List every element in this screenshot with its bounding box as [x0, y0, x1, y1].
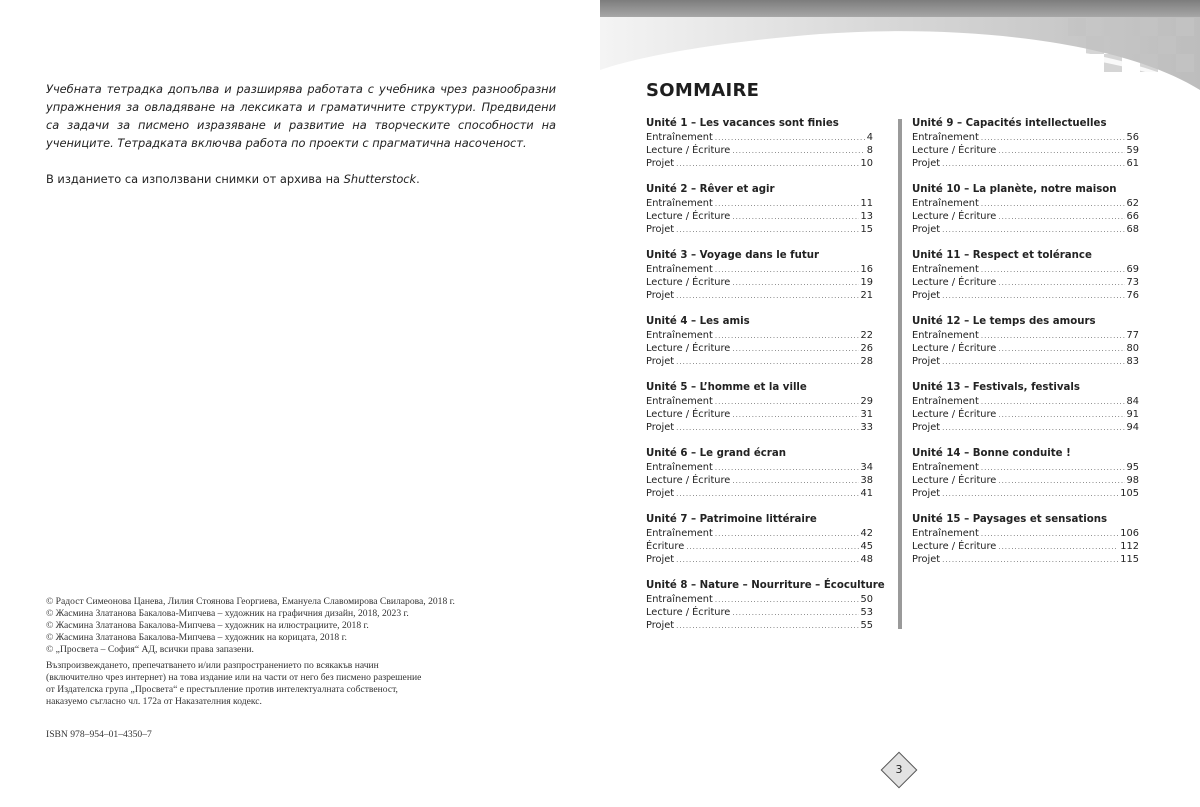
toc-entry-page: 80 — [1126, 343, 1139, 355]
toc-unit-title: Unité 12 – Le temps des amours — [912, 316, 1096, 327]
toc-unit-title: Unité 6 – Le grand écran — [646, 448, 786, 459]
toc-entry — [646, 210, 873, 223]
toc-entry — [646, 223, 873, 236]
toc-entry — [912, 527, 1139, 540]
dot-leader — [942, 224, 1124, 237]
dot-leader — [676, 620, 858, 633]
toc-entry-label: Entraînement — [646, 132, 713, 143]
toc-entry-page: 76 — [1126, 290, 1139, 302]
toc-entry — [646, 329, 873, 342]
toc-entry-label: Lecture / Écriture — [912, 409, 997, 421]
legal-line: наказуемо съгласно чл. 172а от Наказателния кодекс. — [46, 696, 262, 707]
toc-entry-label: Projet — [646, 224, 675, 236]
toc-entry — [646, 540, 873, 553]
toc-entry — [646, 606, 873, 619]
toc-entry-label: Entraînement — [646, 198, 713, 209]
toc-entry — [912, 144, 1139, 157]
dot-leader — [715, 132, 865, 145]
dot-leader — [715, 198, 859, 211]
toc-entry-page: 73 — [1126, 277, 1139, 289]
toc-entry-label: Lecture / Écriture — [646, 409, 731, 421]
dot-leader — [942, 158, 1124, 171]
toc-entry-label: Projet — [646, 554, 675, 566]
toc-entry-page: 55 — [860, 620, 873, 632]
dot-leader — [942, 290, 1124, 303]
toc-unit-title: Unité 9 – Capacités intellectuelles — [912, 118, 1107, 129]
photos-note-prefix: В изданието са използвани снимки от архива на — [46, 172, 344, 186]
toc-unit-title: Unité 3 – Voyage dans le futur — [646, 250, 820, 261]
photos-note-source: Shutterstock — [343, 172, 417, 186]
toc-entry-label: Entraînement — [912, 264, 979, 275]
toc-entry-page: 105 — [1120, 488, 1139, 500]
legal-line: Възпроизвеждането, препечатването и/или разпространението по всякакъв начин — [46, 660, 379, 671]
intro-paragraph: Учебната тетрадка допълва и разширява работата с учебника чрез разнообразни упражнения за овладяване на лексиката и граматичните структури. Предвидени са задачи за писмено изразяване и развитие на творческите способности на учениците. Тетрадката включва работа по проекти с прагматична насоченост. — [46, 82, 556, 150]
toc-entry-label: Projet — [646, 158, 675, 170]
toc-entry — [912, 223, 1139, 236]
toc-entry — [646, 408, 873, 421]
toc-unit — [646, 381, 873, 447]
copyright-line: © Радост Симеонова Цанева, Лилия Стоянова Георгиева, Емануела Славомирова Свиларова, 2018 г. — [46, 596, 455, 607]
toc-entry — [646, 553, 873, 566]
toc-entry-label: Projet — [646, 620, 675, 632]
toc-entry — [646, 593, 873, 606]
toc-entry-label: Écriture — [646, 541, 685, 553]
toc-unit-title: Unité 2 – Rêver et agir — [646, 184, 775, 195]
dot-leader — [998, 145, 1124, 158]
toc-column-left — [646, 117, 885, 645]
toc-entry-page: 16 — [860, 264, 873, 275]
column-divider — [898, 119, 902, 629]
dot-leader — [981, 132, 1125, 145]
copyright-line: © Жасмина Златанова Бакалова-Мипчева – художник на илюстрациите, 2018 г. — [46, 620, 369, 631]
toc-entry-page: 59 — [1126, 145, 1139, 157]
dot-leader — [715, 264, 859, 277]
toc-entry-page: 94 — [1126, 422, 1139, 434]
toc-entry — [646, 355, 873, 368]
dot-leader — [676, 422, 858, 435]
toc-entry-label: Lecture / Écriture — [912, 541, 997, 553]
dot-leader — [715, 396, 859, 409]
dot-leader — [998, 541, 1118, 554]
legal-notice — [46, 660, 566, 708]
dot-leader — [676, 488, 858, 501]
toc-entry-page: 34 — [860, 462, 873, 473]
toc-entry-label: Entraînement — [912, 528, 979, 539]
toc-entry-label: Projet — [912, 224, 941, 236]
toc-entry — [646, 131, 873, 144]
toc-entry — [646, 276, 873, 289]
dot-leader — [676, 224, 858, 237]
toc-entry-page: 115 — [1120, 554, 1139, 566]
dot-leader — [732, 475, 858, 488]
toc-entry-label: Entraînement — [646, 594, 713, 605]
toc-unit-title: Unité 5 – L’homme et la ville — [646, 382, 807, 393]
toc-entry-page: 4 — [866, 132, 873, 143]
toc-unit — [646, 249, 873, 315]
dot-leader — [981, 462, 1125, 475]
toc-entry-label: Entraînement — [646, 264, 713, 275]
toc-entry-page: 22 — [860, 330, 873, 341]
toc-unit — [646, 117, 873, 183]
toc-entry — [646, 263, 873, 276]
toc-entry-page: 19 — [860, 277, 873, 289]
dot-leader — [732, 277, 858, 290]
toc-entry — [912, 553, 1139, 566]
toc-entry-page: 112 — [1120, 541, 1139, 553]
dot-leader — [998, 343, 1124, 356]
toc-entry-page: 33 — [860, 422, 873, 434]
page-number-badge — [884, 755, 914, 785]
toc-unit — [912, 117, 1139, 183]
toc-unit — [646, 183, 873, 249]
toc-entry-page: 69 — [1126, 264, 1139, 275]
toc-entry — [912, 157, 1139, 170]
toc-entry — [912, 487, 1139, 500]
toc-entry-label: Entraînement — [912, 198, 979, 209]
dot-leader — [686, 541, 858, 554]
toc-entry — [912, 342, 1139, 355]
toc-entry-page: 13 — [860, 211, 873, 223]
toc-entry — [912, 540, 1139, 553]
toc-entry-label: Entraînement — [912, 132, 979, 143]
toc-entry — [912, 474, 1139, 487]
toc-entry-label: Entraînement — [646, 462, 713, 473]
toc-unit — [912, 249, 1139, 315]
toc-unit — [912, 447, 1139, 513]
dot-leader — [732, 211, 858, 224]
dot-leader — [942, 488, 1118, 501]
toc-entry-page: 42 — [860, 528, 873, 539]
toc-entry — [646, 461, 873, 474]
toc-entry-label: Entraînement — [912, 462, 979, 473]
toc-entry-label: Projet — [912, 158, 941, 170]
toc-entry — [646, 619, 873, 632]
toc-unit-title: Unité 8 – Nature – Nourriture – Écoculture — [646, 580, 885, 591]
toc-entry — [646, 421, 873, 434]
copyright-line: © Жасмина Златанова Бакалова-Мипчева – художник на корицата, 2018 г. — [46, 632, 347, 643]
toc-entry-page: 48 — [860, 554, 873, 566]
dot-leader — [715, 594, 859, 607]
dot-leader — [732, 343, 858, 356]
toc-entry-label: Lecture / Écriture — [912, 343, 997, 355]
toc-entry — [912, 131, 1139, 144]
toc-entry-page: 66 — [1126, 211, 1139, 223]
toc-entry-label: Lecture / Écriture — [912, 211, 997, 223]
toc-entry-label: Lecture / Écriture — [646, 211, 731, 223]
toc-unit — [912, 315, 1139, 381]
toc-entry — [646, 144, 873, 157]
dot-leader — [676, 290, 858, 303]
dot-leader — [942, 554, 1118, 567]
toc-entry-page: 91 — [1126, 409, 1139, 421]
toc-entry-label: Projet — [646, 488, 675, 500]
toc-entry-page: 38 — [860, 475, 873, 487]
dot-leader — [981, 330, 1125, 343]
toc-entry-page: 98 — [1126, 475, 1139, 487]
dot-leader — [998, 211, 1124, 224]
toc-unit — [646, 579, 885, 645]
dot-leader — [732, 145, 864, 158]
toc-entry-label: Lecture / Écriture — [646, 343, 731, 355]
toc-unit — [912, 381, 1139, 447]
toc-entry-label: Projet — [912, 290, 941, 302]
toc-entry — [912, 197, 1139, 210]
toc-entry-page: 62 — [1126, 198, 1139, 209]
toc-entry-page: 28 — [860, 356, 873, 368]
toc-entry — [912, 276, 1139, 289]
toc-unit-title: Unité 11 – Respect et tolérance — [912, 250, 1092, 261]
toc-entry-label: Lecture / Écriture — [646, 475, 731, 487]
toc-entry-label: Lecture / Écriture — [646, 145, 731, 157]
toc-entry-label: Projet — [912, 554, 941, 566]
dot-leader — [715, 462, 859, 475]
toc-entry-page: 45 — [860, 541, 873, 553]
toc-entry-page: 21 — [860, 290, 873, 302]
toc-entry-label: Entraînement — [912, 330, 979, 341]
toc-entry — [646, 342, 873, 355]
toc-entry-page: 83 — [1126, 356, 1139, 368]
dot-leader — [998, 409, 1124, 422]
toc-entry-label: Lecture / Écriture — [646, 607, 731, 619]
toc-column-right — [912, 117, 1139, 579]
toc-entry-page: 53 — [860, 607, 873, 619]
toc-entry — [646, 289, 873, 302]
toc-unit-title: Unité 14 – Bonne conduite ! — [912, 448, 1071, 459]
toc-entry-page: 106 — [1120, 528, 1139, 539]
dot-leader — [715, 330, 859, 343]
legal-line: от Издателска група „Просвета“ е престъпление против интелектуалната собственост, — [46, 684, 398, 695]
toc-entry — [912, 355, 1139, 368]
toc-entry — [912, 421, 1139, 434]
header-banner — [600, 0, 1200, 90]
toc-entry — [646, 527, 873, 540]
toc-entry-page: 56 — [1126, 132, 1139, 143]
toc-entry-label: Projet — [646, 422, 675, 434]
toc-entry — [912, 395, 1139, 408]
isbn: ISBN 978–954–01–4350–7 — [46, 729, 152, 740]
copyright-block — [46, 596, 566, 656]
copyright-line: © „Просвета – София“ АД, всички права запазени. — [46, 644, 254, 655]
dot-leader — [676, 158, 858, 171]
toc-entry — [646, 474, 873, 487]
toc-unit-title: Unité 1 – Les vacances sont finies — [646, 118, 839, 129]
toc-unit-title: Unité 4 – Les amis — [646, 316, 750, 327]
dot-leader — [942, 356, 1124, 369]
toc-entry-page: 26 — [860, 343, 873, 355]
page-number: 3 — [895, 763, 903, 776]
dot-leader — [981, 264, 1125, 277]
toc-entry — [912, 210, 1139, 223]
toc-entry — [912, 461, 1139, 474]
toc-unit — [646, 315, 873, 381]
dot-leader — [998, 475, 1124, 488]
toc-entry-page: 15 — [860, 224, 873, 236]
toc-entry-label: Projet — [646, 290, 675, 302]
toc-entry — [912, 263, 1139, 276]
toc-unit — [912, 183, 1139, 249]
toc-entry-page: 8 — [866, 145, 873, 157]
toc-entry-page: 50 — [860, 594, 873, 605]
photos-note — [46, 170, 556, 188]
toc-entry-page: 84 — [1126, 396, 1139, 407]
toc-entry — [646, 197, 873, 210]
toc-entry-page: 10 — [860, 158, 873, 170]
toc-unit — [912, 513, 1139, 579]
toc-unit — [646, 447, 873, 513]
legal-line: (включително чрез интернет) на това издание или на части от него без писмено разрешение — [46, 672, 422, 683]
toc-entry-page: 61 — [1126, 158, 1139, 170]
toc-entry-label: Lecture / Écriture — [912, 277, 997, 289]
toc-unit — [646, 513, 873, 579]
toc-entry-page: 68 — [1126, 224, 1139, 236]
toc-entry-label: Projet — [912, 356, 941, 368]
dot-leader — [998, 277, 1124, 290]
dot-leader — [981, 396, 1125, 409]
dot-leader — [732, 409, 858, 422]
dot-leader — [676, 356, 858, 369]
toc-entry-page: 29 — [860, 396, 873, 407]
toc-entry — [912, 408, 1139, 421]
toc-entry-label: Projet — [912, 422, 941, 434]
dot-leader — [981, 198, 1125, 211]
toc-entry-page: 31 — [860, 409, 873, 421]
toc-entry-page: 95 — [1126, 462, 1139, 473]
toc-entry — [646, 395, 873, 408]
toc-entry-label: Entraînement — [646, 528, 713, 539]
toc-entry-label: Entraînement — [646, 396, 713, 407]
toc-unit-title: Unité 10 – La planète, notre maison — [912, 184, 1117, 195]
dot-leader — [732, 607, 858, 620]
toc-entry-label: Lecture / Écriture — [912, 145, 997, 157]
banner-graphic — [600, 0, 1200, 90]
toc-entry-label: Lecture / Écriture — [912, 475, 997, 487]
toc-entry-label: Lecture / Écriture — [646, 277, 731, 289]
toc-unit-title: Unité 15 – Paysages et sensations — [912, 514, 1108, 525]
photos-note-suffix: . — [416, 172, 420, 186]
dot-leader — [981, 528, 1118, 541]
toc-unit-title: Unité 13 – Festivals, festivals — [912, 382, 1080, 393]
toc-entry — [912, 289, 1139, 302]
toc-entry-page: 77 — [1126, 330, 1139, 341]
toc-entry-label: Projet — [912, 488, 941, 500]
toc-entry-page: 41 — [860, 488, 873, 500]
toc-entry-page: 11 — [860, 198, 873, 209]
toc-entry-label: Entraînement — [912, 396, 979, 407]
dot-leader — [676, 554, 858, 567]
toc-unit-title: Unité 7 – Patrimoine littéraire — [646, 514, 817, 525]
dot-leader — [715, 528, 859, 541]
toc-entry — [646, 487, 873, 500]
toc-entry — [912, 329, 1139, 342]
copyright-line: © Жасмина Златанова Бакалова-Мипчева – художник на графичния дизайн, 2018, 2023 г. — [46, 608, 409, 619]
sommaire-title: SOMMAIRE — [646, 80, 760, 101]
toc-entry-label: Entraînement — [646, 330, 713, 341]
dot-leader — [942, 422, 1124, 435]
intro-text-block — [46, 80, 556, 206]
toc-entry — [646, 157, 873, 170]
toc-entry-label: Projet — [646, 356, 675, 368]
